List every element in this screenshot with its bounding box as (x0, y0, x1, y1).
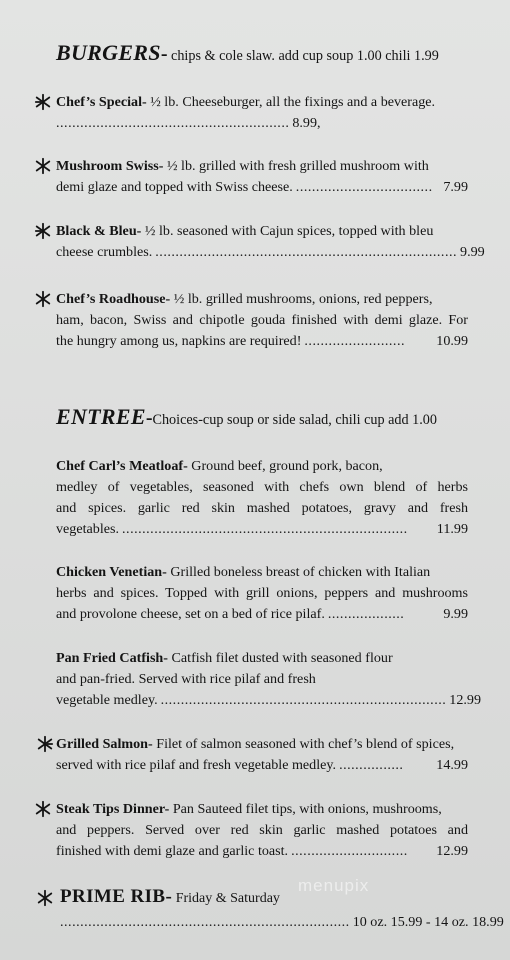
asterisk-star-icon (34, 800, 52, 818)
item-description: Filet of salmon seasoned with chef’s blend of spices, (152, 736, 455, 752)
item-description: herbs and spices. Topped with grill onions, peppers and mushrooms (56, 585, 468, 601)
item-name: Pan Fried Catfish- (56, 650, 168, 666)
item-description: vegetable medley. (56, 692, 158, 708)
menu-item-grilled-salmon (56, 734, 468, 776)
item-description: Pan Sauteed filet tips, with onions, mushrooms, (169, 801, 442, 817)
watermark: menupix (298, 876, 370, 895)
item-description: and provolone cheese, set on a bed of rice pilaf. (56, 606, 325, 622)
item-description: ham, bacon, Swiss and chipotle gouda finished with demi glaze. For (56, 312, 468, 328)
prime-rib-title: PRIME RIB- (60, 886, 173, 907)
item-name: Chicken Venetian- (56, 564, 167, 580)
leader-dots: ........................................................................ (60, 914, 350, 930)
item-description: medley of vegetables, seasoned with chefs own blend of herbs (56, 479, 468, 495)
item-description: ½ lb. Cheeseburger, all the fixings and a beverage. (146, 94, 436, 110)
burgers-note: chips & cole slaw. add cup soup 1.00 chili 1.99 (167, 48, 439, 64)
asterisk-star-icon (34, 157, 52, 175)
item-price: 12.99 (436, 843, 468, 859)
item-price: 11.99 (436, 521, 468, 537)
item-description: Grilled boneless breast of chicken with Italian (166, 564, 431, 580)
item-price: 9.99 (460, 244, 485, 260)
entree-dash: - (145, 407, 153, 429)
item-description: served with rice pilaf and fresh vegetable medley. (56, 757, 337, 773)
leader-dots: ................ (339, 757, 404, 773)
leader-dots: ....................................................................... (122, 521, 408, 537)
item-price: 7.99 (443, 179, 468, 195)
item-name: Chef Carl’s Meatloaf- (56, 458, 188, 474)
item-description: finished with demi glaze and garlic toast. (56, 843, 289, 859)
asterisk-star-icon (34, 290, 52, 308)
item-price: 9.99 (443, 606, 468, 622)
menu-item-mushroom-swiss (56, 156, 468, 198)
prime-rib-note: Friday & Saturday (172, 891, 280, 906)
item-description: and pan-fried. Served with rice pilaf and fresh (56, 671, 316, 687)
leader-dots: ............................. (291, 843, 408, 859)
menu-item-catfish (56, 648, 481, 711)
asterisk-star-icon (36, 889, 54, 907)
item-name: Grilled Salmon- (56, 736, 153, 752)
menu-item-prime-rib (60, 886, 504, 933)
entree-title: ENTREE (56, 404, 146, 429)
menu-item-meatloaf (56, 456, 468, 540)
item-description: and spices. garlic red skin mashed potatoes, gravy and fresh (56, 500, 468, 516)
item-description: the hungry among us, napkins are required! (56, 333, 302, 349)
item-description: ½ lb. seasoned with Cajun spices, topped with bleu (141, 223, 434, 239)
leader-dots: ................... (327, 606, 405, 622)
item-name: Chef’s Special- (56, 94, 147, 110)
leader-dots: .......................................................... (56, 115, 290, 131)
leader-dots: ........................................................................... (155, 244, 458, 260)
menu-item-chefs-special (56, 92, 468, 134)
entree-header (56, 404, 437, 430)
item-description: Ground beef, ground pork, bacon, (187, 458, 383, 474)
asterisk-star-icon (34, 222, 52, 240)
item-description: Catfish filet dusted with seasoned flour (167, 650, 393, 666)
menu-item-chicken-venetian (56, 562, 468, 625)
item-description: ½ lb. grilled mushrooms, onions, red peppers, (170, 291, 433, 307)
leader-dots: .................................. (295, 179, 433, 195)
asterisk-star-icon (34, 93, 52, 111)
item-name: Black & Bleu- (56, 223, 142, 239)
leader-dots: ....................................................................... (160, 692, 447, 708)
item-description: demi glaze and topped with Swiss cheese. (56, 179, 293, 195)
item-name: Mushroom Swiss- (56, 158, 164, 174)
item-price: 12.99 (449, 692, 481, 708)
item-name: Chef’s Roadhouse- (56, 291, 171, 307)
item-price: 8.99, (292, 115, 321, 131)
item-description: and peppers. Served over red skin garlic mashed potatoes and (56, 822, 468, 838)
leader-dots: ......................... (304, 333, 405, 349)
menu-item-chefs-roadhouse (56, 289, 468, 352)
menu-item-steak-tips (56, 799, 468, 862)
item-name: Steak Tips Dinner- (56, 801, 170, 817)
burgers-title: BURGERS (56, 40, 161, 65)
item-price: 14.99 (436, 757, 468, 773)
burgers-header (56, 40, 439, 66)
asterisk-star-icon (36, 735, 54, 753)
item-description: ½ lb. grilled with fresh grilled mushroom with (163, 158, 429, 174)
item-description: vegetables. (56, 521, 120, 537)
burgers-dash: - (160, 43, 168, 65)
menu-item-black-bleu (56, 221, 485, 263)
entree-note: Choices-cup soup or side salad, chili cup add 1.00 (152, 412, 437, 428)
prime-rib-price: 10 oz. 15.99 - 14 oz. 18.99 (352, 914, 504, 930)
item-price: 10.99 (436, 333, 468, 349)
item-description: cheese crumbles. (56, 244, 153, 260)
